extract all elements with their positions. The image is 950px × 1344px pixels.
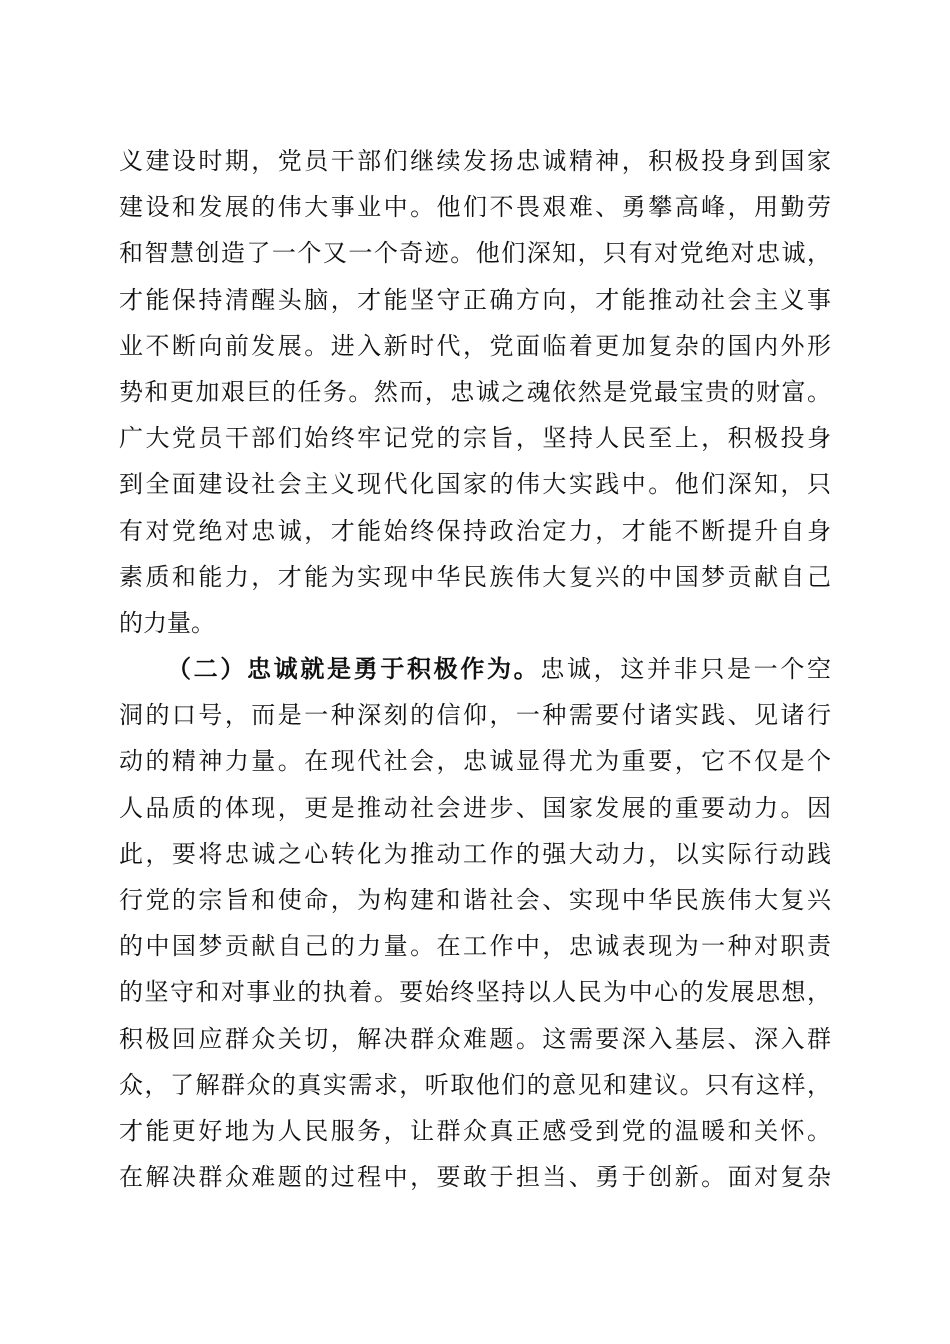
body-text xyxy=(119,138,831,1200)
text-line: 建设和发展的伟大事业中。他们不畏艰难、勇攀高峰，用勤劳 xyxy=(119,193,831,222)
section-heading: （二）忠诚就是勇于积极作为。 xyxy=(167,654,541,684)
text-line: 的坚守和对事业的执着。要始终坚持以人民为中心的发展思想， xyxy=(119,978,831,1007)
text-line: 业不断向前发展。进入新时代，党面临着更加复杂的国内外形 xyxy=(119,331,831,360)
text-line: 才能保持清醒头脑，才能坚守正确方向，才能推动社会主义事 xyxy=(119,285,831,314)
text-run: 忠诚，这并非只是一个空 xyxy=(540,655,832,684)
text-line: 积极回应群众关切，解决群众难题。这需要深入基层、深入群 xyxy=(119,1024,831,1053)
text-line: 动的精神力量。在现代社会，忠诚显得尤为重要，它不仅是个 xyxy=(119,747,831,776)
text-line: 素质和能力，才能为实现中华民族伟大复兴的中国梦贡献自己 xyxy=(119,562,831,591)
text-line: 行党的宗旨和使命，为构建和谐社会、实现中华民族伟大复兴 xyxy=(119,886,831,914)
text-line: 和智慧创造了一个又一个奇迹。他们深知，只有对党绝对忠诚， xyxy=(119,239,831,268)
text-line: 洞的口号，而是一种深刻的信仰，一种需要付诸实践、见诸行 xyxy=(119,701,831,730)
paragraph-1 xyxy=(119,138,831,646)
text-line: 才能更好地为人民服务，让群众真正感受到党的温暖和关怀。 xyxy=(119,1116,831,1145)
text-line: 到全面建设社会主义现代化国家的伟大实践中。他们深知，只 xyxy=(119,470,831,499)
text-line: 义建设时期，党员干部们继续发扬忠诚精神，积极投身到国家 xyxy=(119,147,831,175)
paragraph-2-first-line xyxy=(119,646,831,692)
paragraph-2 xyxy=(119,646,831,1200)
text-line: 的中国梦贡献自己的力量。在工作中，忠诚表现为一种对职责 xyxy=(119,932,831,961)
text-line: 众，了解群众的真实需求，听取他们的意见和建议。只有这样， xyxy=(119,1070,831,1099)
text-line: 人品质的体现，更是推动社会进步、国家发展的重要动力。因 xyxy=(119,793,831,822)
text-line: 此，要将忠诚之心转化为推动工作的强大动力，以实际行动践 xyxy=(119,839,831,868)
text-line: 广大党员干部们始终牢记党的宗旨，坚持人民至上，积极投身 xyxy=(119,424,831,453)
text-line: 在解决群众难题的过程中，要敢于担当、勇于创新。面对复杂 xyxy=(119,1163,831,1192)
text-line: 势和更加艰巨的任务。然而，忠诚之魂依然是党最宝贵的财富。 xyxy=(119,377,831,406)
text-line: 的力量。 xyxy=(119,608,215,637)
text-line: 有对党绝对忠诚，才能始终保持政治定力，才能不断提升自身 xyxy=(119,516,831,545)
